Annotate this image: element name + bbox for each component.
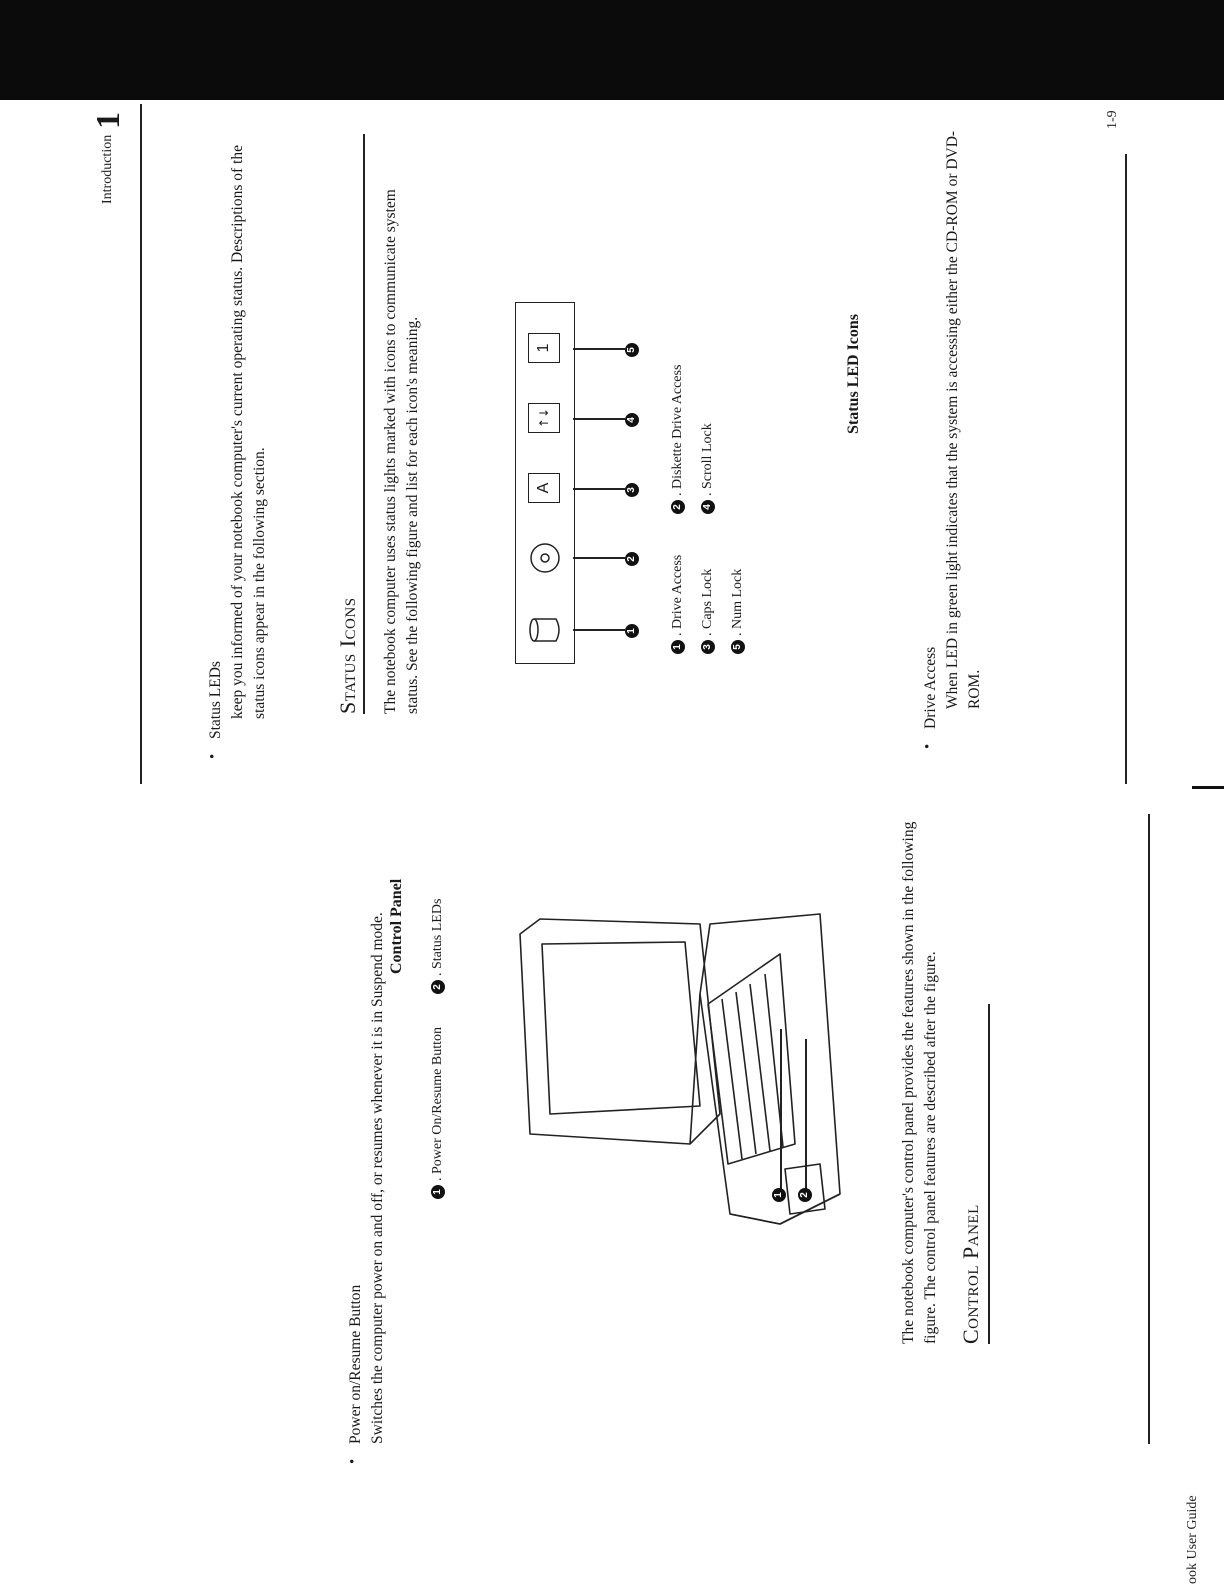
status-leds-bullet <box>205 139 271 739</box>
drive-access-icon <box>528 615 562 645</box>
icon-callout-badge-4: 4 <box>625 413 639 427</box>
scroll-lock-icon: ↑↓ <box>528 403 560 433</box>
left-page-bottom-rule <box>1148 814 1150 1444</box>
right-running-title: Introduction <box>100 134 115 204</box>
control-panel-intro: The notebook computer's control panel provides the features shown in the following figure. The control panel features are described after the figure. <box>900 821 939 1344</box>
callout-badge-1: 1 <box>772 1188 786 1202</box>
status-leds-body: keep you informed of your notebook computer's current operating status. Descriptions of the status icons appear in the following section. <box>229 145 268 719</box>
left-running-title: ook User Guide <box>1185 1495 1200 1584</box>
drive-access-bullet <box>920 119 986 729</box>
callout-badge-2: 2 <box>798 1188 812 1202</box>
icon-callout-line-3 <box>573 489 625 491</box>
page-number: 1-9 <box>1105 110 1120 129</box>
legend-label: . Num Lock <box>730 568 745 636</box>
control-panel-caption: Control Panel <box>388 878 405 974</box>
legend-badge: 5 <box>731 640 745 654</box>
status-icons-heading: Status Icons <box>335 597 360 714</box>
laptop-illustration <box>490 884 850 1254</box>
legend-badge: 1 <box>431 1185 445 1199</box>
legend-label: . Caps Lock <box>700 568 715 636</box>
disc-icon <box>528 541 562 575</box>
drive-access-body: When LED in green light indicates that the system is accessing either the CD-ROM or DVD-ROM. <box>944 130 983 709</box>
legend-label: . Scroll Lock <box>700 423 715 496</box>
bullet-dot: • <box>345 1458 361 1464</box>
control-panel-heading-underline <box>988 1004 990 1344</box>
icon-callout-badge-3: 3 <box>625 483 639 497</box>
icon-callout-badge-5: 5 <box>625 343 639 357</box>
callout-line-1 <box>780 1029 782 1189</box>
power-bullet <box>345 794 389 1444</box>
right-page-top-rule <box>1125 154 1127 784</box>
legend-badge: 2 <box>671 500 685 514</box>
status-icon-panel <box>515 302 575 664</box>
page-divider <box>1192 786 1224 789</box>
status-leds-title: Status LEDs <box>207 661 224 739</box>
status-icons-heading-underline <box>363 134 365 714</box>
num-lock-icon: 1 <box>528 333 560 363</box>
icon-callout-badge-1: 1 <box>625 624 639 638</box>
icon-callout-line-1 <box>573 630 625 632</box>
power-bullet-body: Switches the computer power on and off, or resumes whenever it is in Suspend mode. <box>369 912 386 1444</box>
status-legend-2 <box>670 365 686 514</box>
callout-line-2 <box>805 1039 807 1189</box>
bullet-dot: • <box>205 753 221 759</box>
icon-callout-line-5 <box>573 349 625 351</box>
status-icons-caption: Status LED Icons <box>845 313 862 434</box>
black-edge-band <box>0 0 1224 100</box>
status-legend-3 <box>700 569 716 654</box>
legend-label: . Status LEDs <box>430 898 445 976</box>
control-panel-legend-1 <box>430 1027 446 1199</box>
control-panel-legend-2 <box>430 899 446 994</box>
legend-label: . Drive Access <box>670 554 685 636</box>
legend-badge: 4 <box>701 500 715 514</box>
icon-callout-badge-2: 2 <box>625 552 639 566</box>
legend-label: . Power On/Resume Button <box>430 1027 445 1181</box>
icon-callout-line-2 <box>573 558 625 560</box>
power-bullet-title: Power on/Resume Button <box>347 1284 364 1444</box>
legend-badge: 2 <box>431 980 445 994</box>
legend-badge: 1 <box>671 640 685 654</box>
legend-label: . Diskette Drive Access <box>670 364 685 496</box>
status-icons-intro: The notebook computer uses status lights marked with icons to communicate system status. See the following figure and list for each icon's meaning. <box>382 189 421 714</box>
status-legend-1 <box>670 555 686 654</box>
icon-callout-line-4 <box>573 419 625 421</box>
drive-access-title: Drive Access <box>922 646 939 729</box>
status-legend-4 <box>700 423 716 514</box>
bullet-dot: • <box>920 743 936 749</box>
caps-lock-icon: A <box>528 473 560 503</box>
right-page-bottom-rule <box>140 104 142 784</box>
control-panel-heading: Control Panel <box>958 1204 983 1344</box>
legend-badge: 3 <box>701 640 715 654</box>
status-legend-5 <box>730 569 746 654</box>
chapter-number: 1 <box>90 112 127 129</box>
